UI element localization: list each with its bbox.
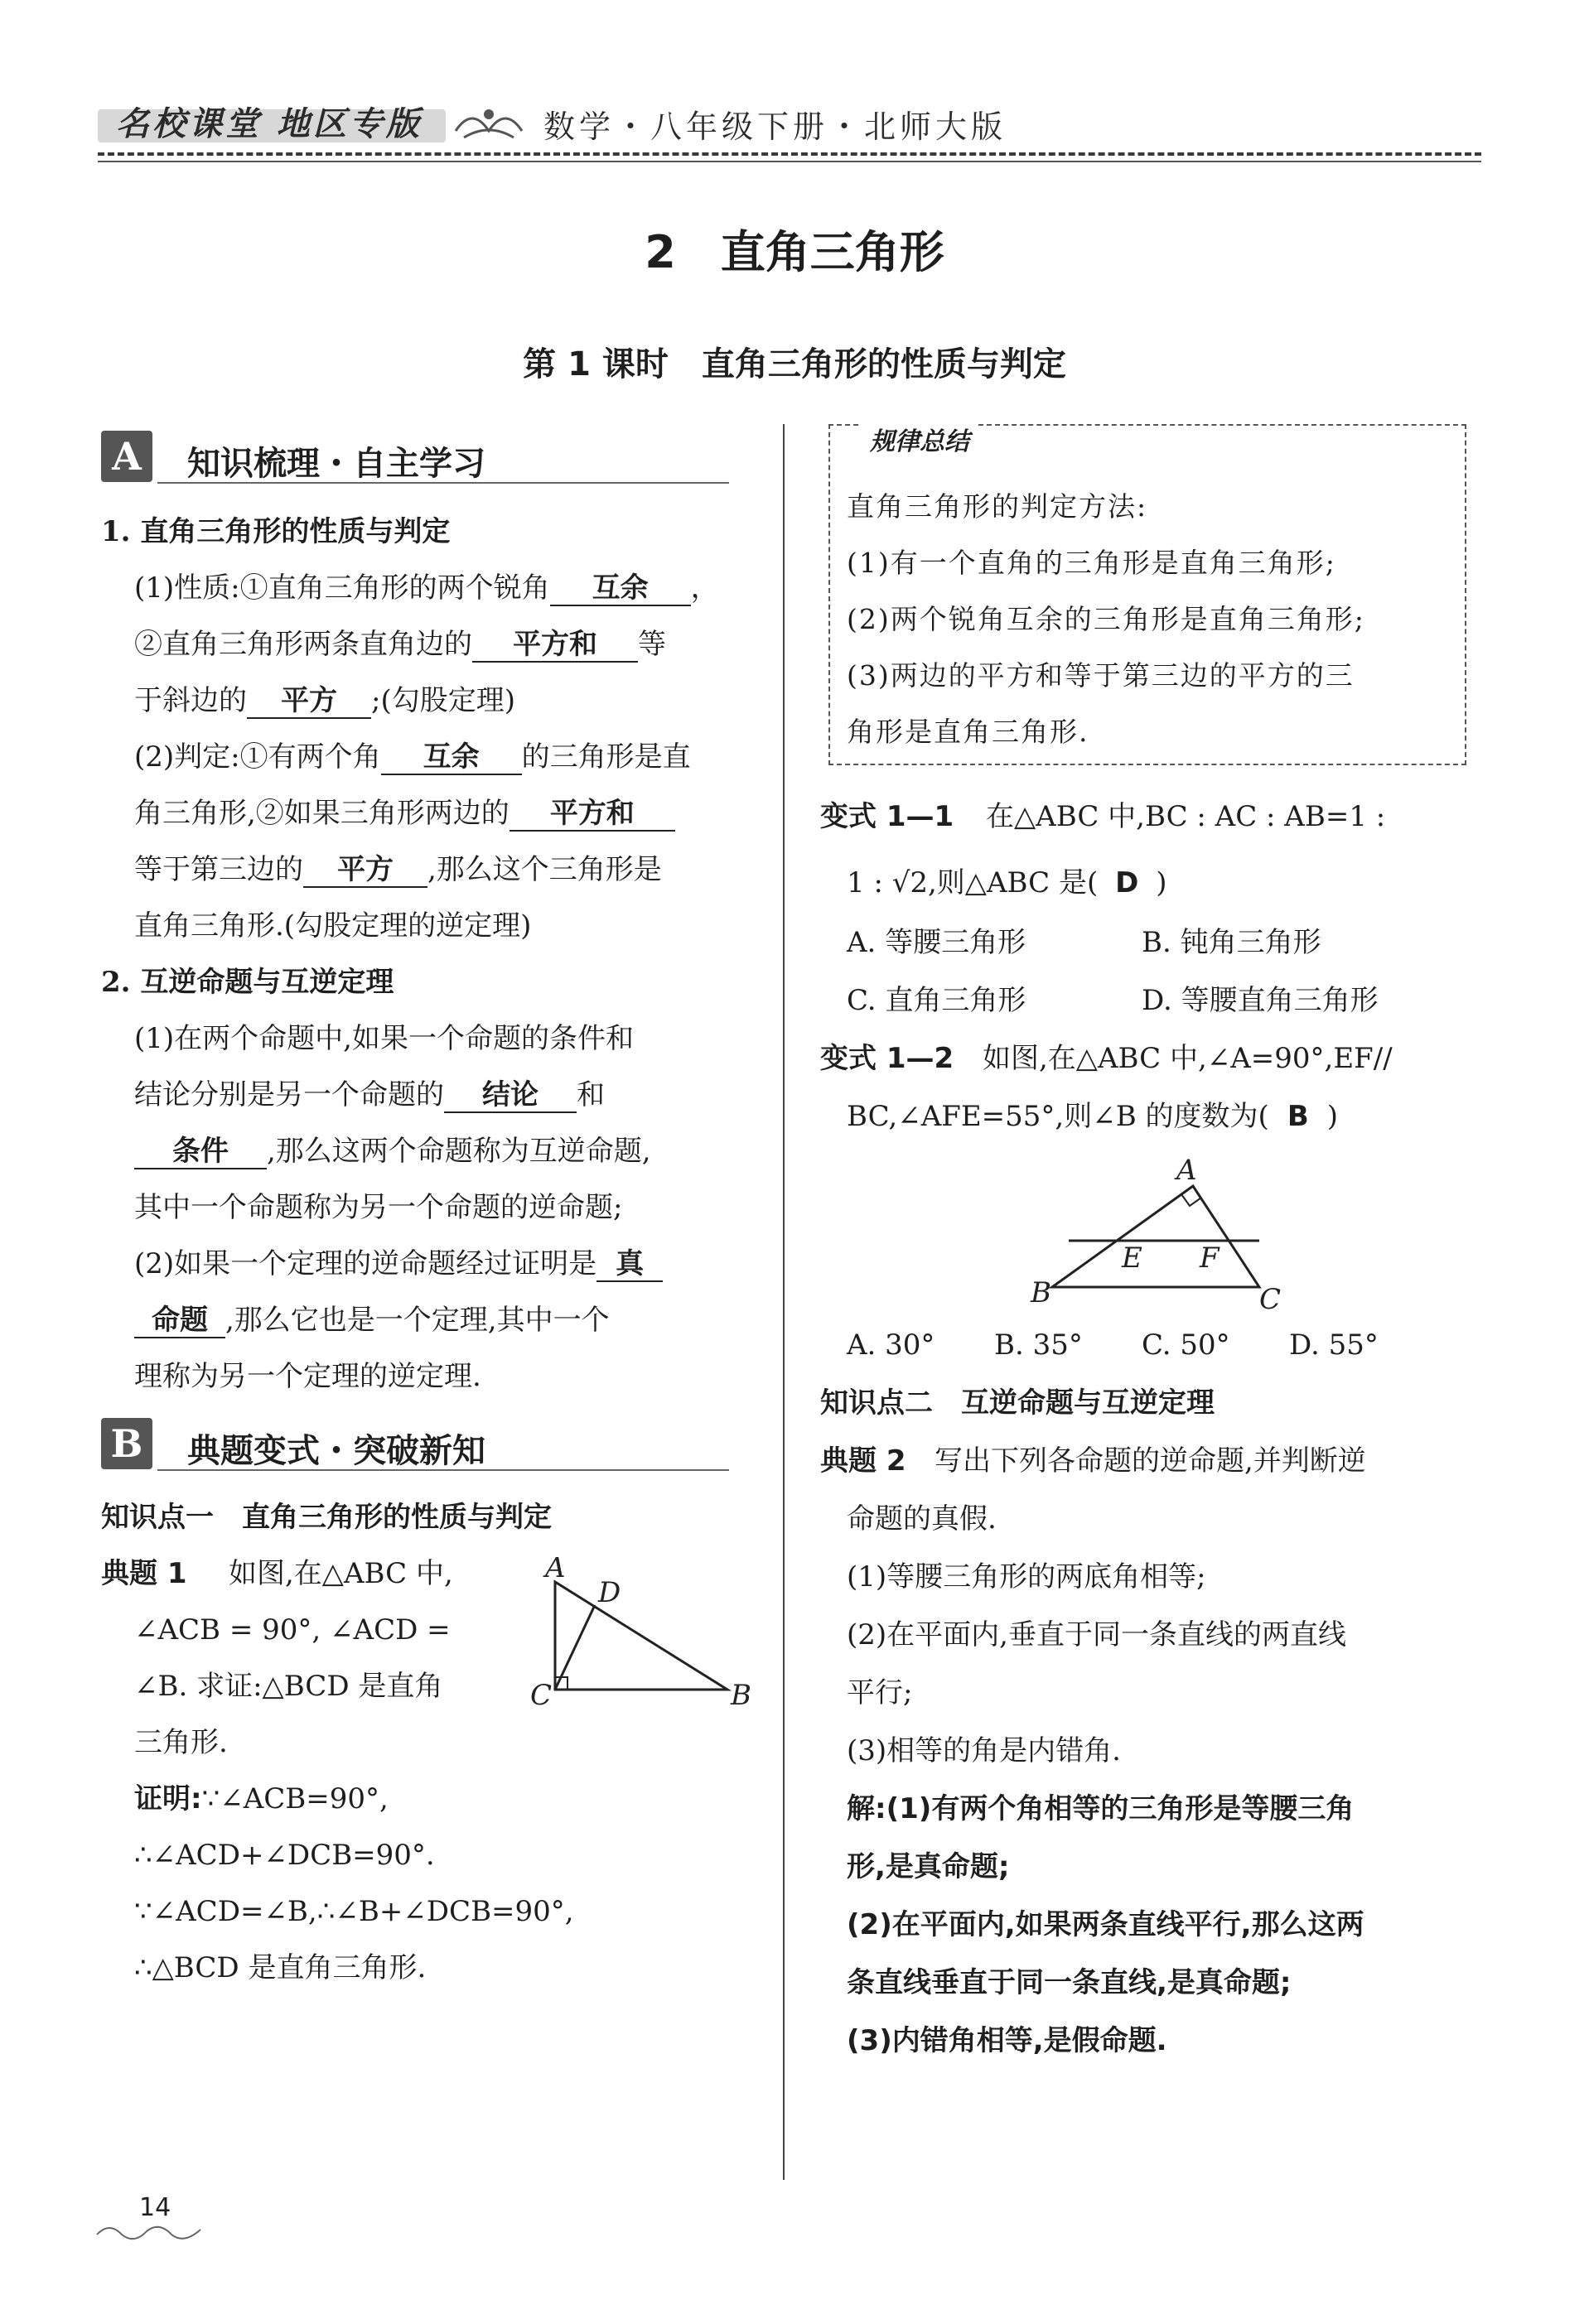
header-rule-solid [98,161,1481,162]
answer-blank: 条件 [134,1135,267,1169]
solution-line-3: (2)在平面内,如果两条直线平行,那么这两 [847,1908,1364,1941]
summary-line-5: 角形是直角三角形. [847,716,1089,748]
sa-line-12: 条件 ,那么这两个命题称为互逆命题, [134,1135,651,1169]
example-1-line-1: 如图,在△ABC 中, [229,1557,453,1590]
knowledge-point-2: 知识点二 互逆命题与互逆定理 [820,1386,1215,1420]
sa-line-15: 命题 ,那么它也是一个定理,其中一个 [134,1304,610,1338]
variant-1-1-option-a: A. 等腰三角形 [847,926,1026,959]
variant-1-2-label: 变式 1—2 [820,1042,954,1075]
example-2-line-3: (1)等腰三角形的两底角相等; [847,1560,1206,1594]
book-title: 数学・八年级下册・北师大版 [543,108,1007,145]
answer-blank: 平方和 [510,797,675,832]
variant-1-1-option-d: D. 等腰直角三角形 [1142,984,1379,1017]
section-b-badge: B [101,1418,152,1469]
example-2-line-6: (3)相等的角是内错角. [847,1734,1121,1767]
fig1-label-c: C [530,1679,553,1712]
solution-line-2: 形,是真命题; [847,1850,1010,1883]
sa-line-10: (1)在两个命题中,如果一个命题的条件和 [134,1022,634,1055]
lesson-title: 第 1 课时 直角三角形的性质与判定 [523,345,1066,383]
knowledge-point-1: 知识点一 直角三角形的性质与判定 [101,1501,552,1534]
summary-line-2: (1)有一个直角的三角形是直角三角形; [847,547,1336,579]
summary-line-3: (2)两个锐角互余的三角形是直角三角形; [847,603,1365,635]
answer-blank: 平方 [303,853,427,888]
sa-line-7: 等于第三边的 平方 ,那么这个三角形是 [134,853,662,886]
variant-1-1-label: 变式 1—1 [820,800,954,833]
section-a-badge: A [101,431,152,482]
fig2-label-a: A [1176,1155,1197,1187]
sa-line-8: 直角三角形.(勾股定理的逆定理) [134,909,532,943]
section-a-underline [157,482,729,484]
section-a-title: 知识梳理・自主学习 [187,445,485,483]
header-rule [98,152,1481,156]
answer-blank: 互余 [381,740,522,775]
example-2-label: 典题 2 [820,1444,906,1478]
sa-line-5: (2)判定:①有两个角 互余 的三角形是直 [134,740,691,774]
sa-line-3: ②直角三角形两条直角边的 平方和 等 [134,628,666,661]
sa-line-2: (1)性质:①直角三角形的两个锐角 互余 ， [134,571,719,605]
summary-box-title: 规律总结 [862,421,978,457]
footer-ornament-icon [93,2220,209,2244]
triangle-figure-1 [520,1557,761,1723]
example-2-line-4: (2)在平面内,垂直于同一条直线的两直线 [847,1618,1346,1651]
example-2-line-2: 命题的真假. [847,1502,997,1536]
sa-line-9: 2. 互逆命题与互逆定理 [101,966,394,999]
sa-line-4: 于斜边的 平方 ;(勾股定理) [134,684,515,717]
sa-line-13: 其中一个命题称为另一个命题的逆命题; [134,1191,623,1224]
variant-1-1-answer: D [1115,866,1139,899]
proof-line-2: ∴∠ACD+∠DCB=90°. [134,1839,435,1872]
example-1-line-4: 三角形. [134,1726,228,1759]
solution-line-4: 条直线垂直于同一条直线,是真命题; [847,1966,1292,1999]
answer-blank: 真 [596,1247,663,1282]
variant-1-2-option-c: C. 50° [1142,1328,1230,1362]
solution-line-1: 解:(1)有两个角相等的三角形是等腰三角 [847,1792,1355,1825]
variant-1-2-line-1: 如图,在△ABC 中,∠A=90°,EF// [983,1042,1393,1075]
example-1-line-2: ∠ACB = 90°, ∠ACD = [134,1613,451,1647]
chapter-title: 2 直角三角形 [645,226,944,278]
header-ornament-icon [447,98,530,147]
fig1-label-b: B [731,1679,751,1712]
sa-line-6: 角三角形,②如果三角形两边的 平方和 [134,797,675,832]
sa-line-16: 理称为另一个定理的逆定理. [134,1360,481,1393]
proof-line-1: 证明:∵∠ACB=90°, [134,1782,389,1815]
answer-blank: 平方 [247,684,371,719]
variant-1-1-option-c: C. 直角三角形 [847,984,1026,1017]
variant-1-2-option-b: B. 35° [994,1328,1083,1362]
fig2-label-e: E [1122,1242,1142,1275]
solution-line-5: (3)内错角相等,是假命题. [847,2024,1167,2057]
answer-blank: 平方和 [472,628,638,663]
sa-line-1: 1. 直角三角形的性质与判定 [101,515,451,548]
section-b-title: 典题变式・突破新知 [187,1432,485,1470]
variant-1-2-option-d: D. 55° [1289,1328,1379,1362]
variant-1-2-answer: B [1287,1100,1309,1133]
variant-1-1-option-b: B. 钝角三角形 [1142,926,1321,959]
sa-line-14: (2)如果一个定理的逆命题经过证明是 真 [134,1247,663,1282]
answer-blank: 互余 [550,571,691,606]
page-number: 14 [139,2193,171,2222]
fig2-label-f: F [1200,1242,1220,1275]
sa-line-11: 结论分别是另一个命题的 结论 和 [134,1078,605,1111]
summary-line-1: 直角三角形的判定方法: [847,490,1148,523]
fig1-label-d: D [598,1576,621,1609]
example-1-label: 典题 1 [101,1557,187,1590]
proof-line-3: ∵∠ACD=∠B,∴∠B+∠DCB=90°, [134,1895,574,1928]
example-2-line-5: 平行; [847,1676,913,1709]
proof-line-4: ∴△BCD 是直角三角形. [134,1951,427,1984]
summary-line-4: (3)两边的平方和等于第三边的平方的三 [847,659,1355,692]
answer-blank: 结论 [444,1078,577,1113]
example-1-line-3: ∠B. 求证:△BCD 是直角 [134,1670,443,1703]
section-b-underline [157,1469,729,1471]
series-title: 名校课堂 地区专版 [116,105,423,143]
answer-blank: 命题 [134,1304,225,1338]
fig2-label-b: B [1031,1276,1051,1309]
fig2-label-c: C [1259,1283,1282,1316]
variant-1-2-line-2: BC,∠AFE=55°,则∠B 的度数为( B ) [847,1100,1339,1133]
column-divider [783,424,785,2180]
variant-1-1-line-2: 1 : √2,则△ABC 是( D ) [847,866,1167,899]
variant-1-2-option-a: A. 30° [847,1328,935,1362]
triangle-figure-2 [1019,1155,1301,1320]
example-2-line-1: 写出下列各命题的逆命题,并判断逆 [935,1444,1366,1478]
variant-1-1-line-1: 在△ABC 中,BC : AC : AB=1 : [986,800,1386,833]
fig1-label-a: A [545,1557,566,1584]
